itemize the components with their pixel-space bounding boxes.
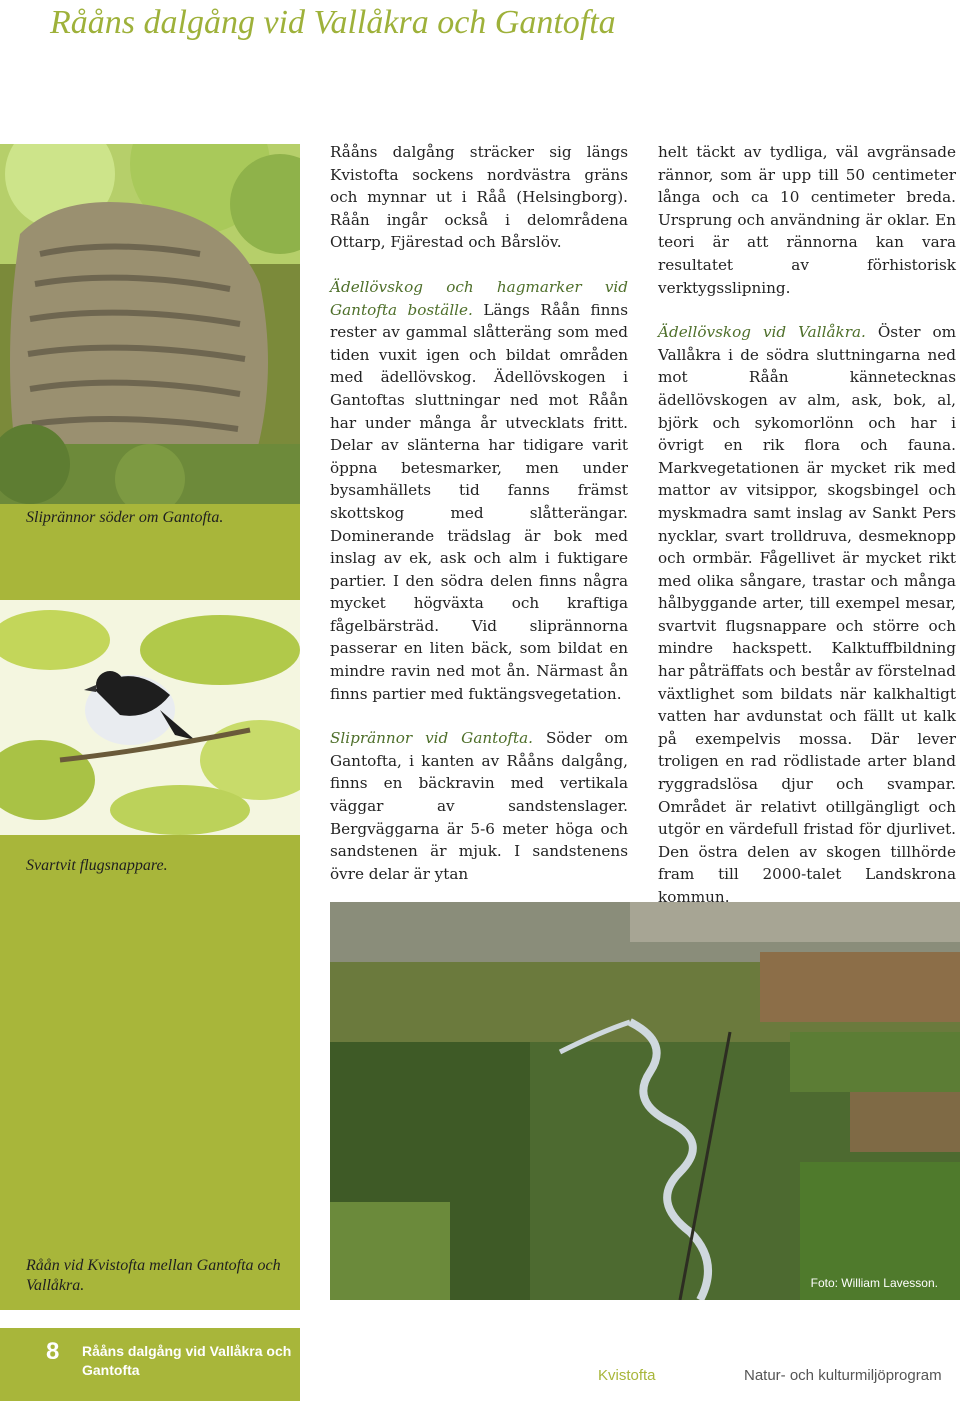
- section-sliprannor-heading: Sliprännor vid Gantofta.: [330, 729, 534, 748]
- aerial-photo: [330, 902, 960, 1300]
- footer-area: Kvistofta: [598, 1367, 656, 1384]
- section-gantofta-text: Längs Råån finns rester av gammal slåtteräng som med tiden vuxit igen och bildat områden med ädellövskog. Ädellövskogen i Gantoftas sluttningar ned mot Råån har under många år utvecklats fritt. Delar av slänterna har tidigare varit öppna betesmarker, men under bysamhällets tid fanns främst skottskog med slåtterängar. Dominerande trädslag är bok med inslag av ek, ask och alm i fuktigare partier. I den södra delen finns några mycket högväxta och kraftiga fågelbärsträd. Vid sliprännorna passerar en liten bäck, som bildat en mindre ravin ned mot ån. Närmast ån finns partier med fuktängsvegetation.: [330, 300, 628, 703]
- section-vallakra-heading: Ädellövskog vid Vallåkra.: [658, 323, 866, 342]
- bird-caption: Svartvit flugsnappare.: [26, 857, 168, 874]
- footer-program: Natur- och kulturmiljöprogram: [744, 1367, 942, 1384]
- rock-photo: [0, 144, 300, 504]
- page-number: 8: [46, 1338, 60, 1365]
- continued-paragraph: helt täckt av tydliga, väl avgränsade rännor, som är upp till 50 centimeter långa och ca 10 centimeter breda. Ursprung och användning är oklar. En teori är att rännorna kan vara resultatet av förhistorisk verktygsslipning.: [658, 143, 956, 297]
- section-sliprannor-paragraph: [330, 727, 628, 885]
- page-title: Rååns dalgång vid Vallåkra och Gantofta: [50, 4, 616, 41]
- section-vallakra-text: Öster om Vallåkra i de södra sluttningarna ned mot Råån kännetecknas ädellövskogen av alm, ask, bok, al, björk och sykomorlönn och har i övrigt en rik flora och fauna. Markvegetationen är mycket rik med mattor av vitsippor, skogsbingel och myskmadra samt inslag av Sankt Pers nycklar, svart trolldruva, desmeknopp och ormbär. Fågellivet är mycket rikt med olika sångare, trastar och många hålbyggande arter, till exempel mesar, svartvit flugsnappare och större och mindre hackspett. Kalktuffbildning har påträffats och består av förstelnad växtlighet som bildats när kalkhaltigt vatten har avdunstat och fällt ut kalk på exempelvis mossa. Där lever troligen en rad rödlistade arter bland ryggradslösa djur och svampar. Området är relativt otillgängligt och utgör en värdefull fristad för djurlivet. Den östra delen av skogen tillhörde fram till 2000-talet Landskrona kommun.: [658, 323, 956, 906]
- section-gantofta-heading: Ädellövskog och hagmarker vid Gantofta boställe.: [330, 277, 628, 319]
- footer-section-title: Rååns dalgång vid Vallåkra och Gantofta: [82, 1343, 292, 1378]
- text-column-2: [658, 141, 956, 931]
- photo-credit: Foto: William Lavesson.: [810, 1276, 938, 1290]
- section-sliprannor-text: Söder om Gantofta, i kanten av Rååns dalgång, finns en bäckravin med vertikala väggar av sandstenslager. Bergväggarna är 5-6 meter höga och sandstenen är mjuk. I sandstenens övre delar är ytan: [330, 729, 628, 883]
- section-gantofta-paragraph: [330, 276, 628, 705]
- text-column-1: [330, 141, 628, 907]
- section-vallakra-paragraph: [658, 321, 956, 908]
- aerial-caption: Råån vid Kvistofta mellan Gantofta och Vallåkra.: [26, 1257, 281, 1294]
- intro-paragraph: Rååns dalgång sträcker sig längs Kvistofta sockens nordvästra gräns och mynnar ut i Råå (Helsingborg). Råån ingår också i delområdena Ottarp, Fjärestad och Bårslöv.: [330, 143, 628, 252]
- rock-photo-caption: Sliprännor söder om Gantofta.: [26, 509, 224, 526]
- bird-illustration: [0, 600, 300, 835]
